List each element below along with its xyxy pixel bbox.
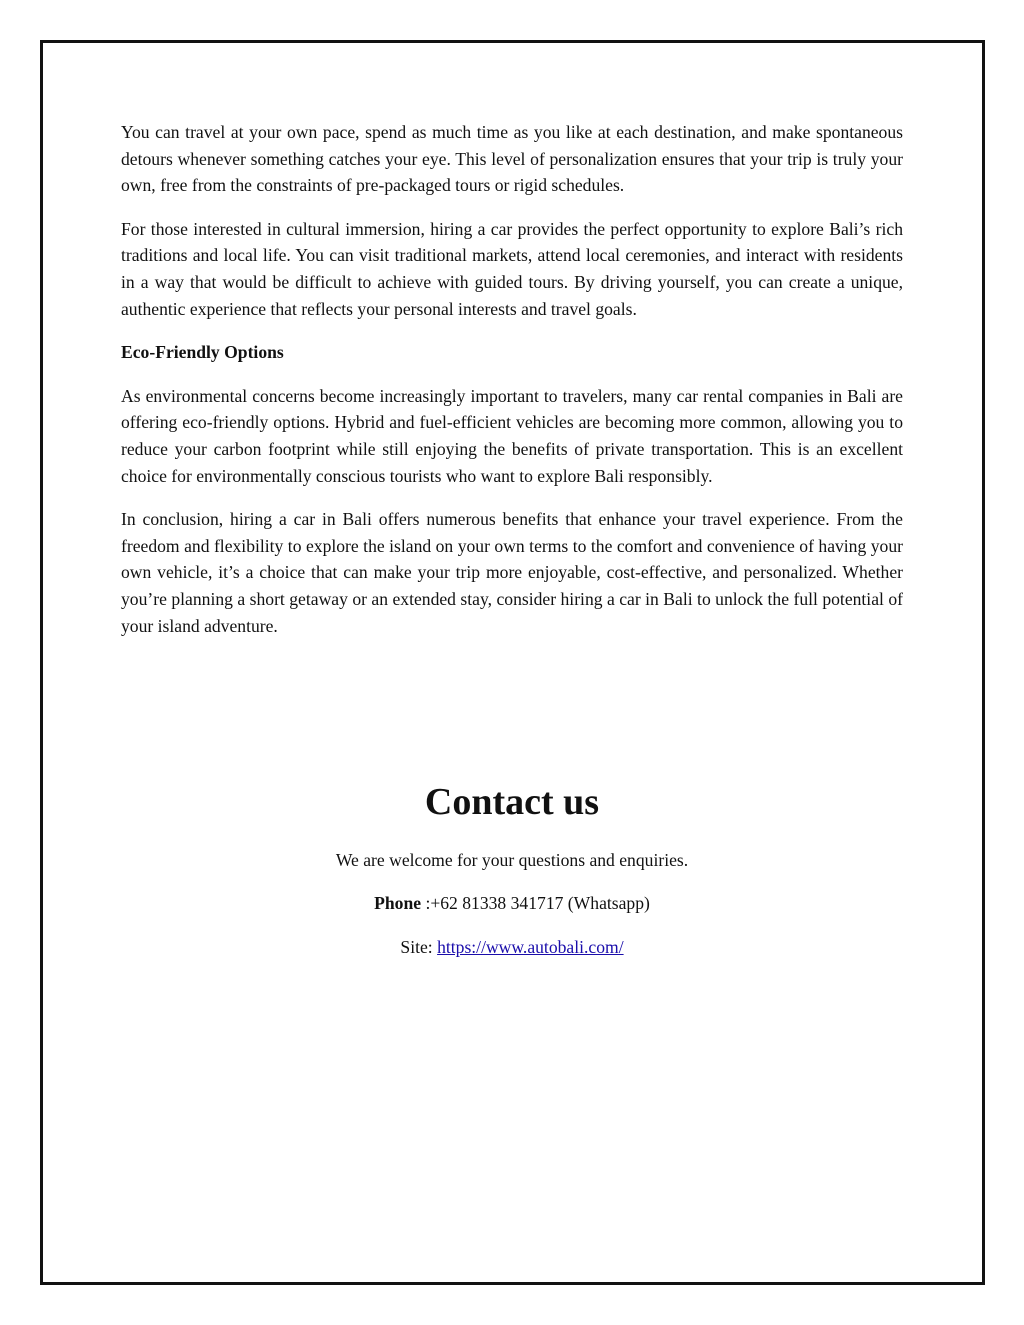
paragraph-eco-friendly: As environmental concerns become increasingly important to travelers, many car rental companies in Bali are offering eco-friendly options. Hybrid and fuel-efficient vehicles are becoming more common, allowing you to reduce your carbon footprint while still enjoying the benefits of private transportation. This is an excellent choice for environmentally conscious tourists who want to explore Bali responsibly.	[121, 385, 903, 486]
contact-section	[121, 775, 903, 960]
phone-number: :+62 81338 341717 (Whatsapp)	[421, 893, 650, 913]
paragraph-cultural-immersion: For those interested in cultural immersion, hiring a car provides the perfect opportunity to explore Bali’s rich traditions and local life. You can visit traditional markets, attend local ceremonies, and interact with residents in a way that would be difficult to achieve with guided tours. By driving yourself, you can create a unique, authentic experience that reflects your personal interests and travel goals.	[121, 218, 903, 319]
contact-title: Contact us	[424, 781, 600, 823]
paragraph-conclusion: In conclusion, hiring a car in Bali offers numerous benefits that enhance your travel experience. From the freedom and flexibility to explore the island on your own terms to the comfort and convenience of having your own vehicle, it’s a choice that can make your trip more enjoyable, cost-effective, and personalized. Whether you’re planning a short getaway or an extended stay, consider hiring a car in Bali to unlock the full potential of your island adventure.	[121, 509, 903, 636]
site-label: Site:	[400, 937, 438, 957]
site-link[interactable]: https://www.autobali.com/	[437, 937, 624, 957]
contact-phone	[121, 890, 903, 916]
section-heading-eco-friendly: Eco-Friendly Options	[121, 342, 284, 363]
article-body	[121, 119, 903, 656]
contact-site	[121, 934, 903, 960]
phone-label: Phone	[374, 893, 422, 913]
contact-intro: We are welcome for your questions and enquiries.	[335, 850, 689, 870]
paragraph-personalization: You can travel at your own pace, spend as much time as you like at each destination, and make spontaneous detours whenever something catches your eye. This level of personalization ensures that your trip is truly your own, free from the constraints of pre-packaged tours or rigid schedules.	[121, 122, 903, 196]
